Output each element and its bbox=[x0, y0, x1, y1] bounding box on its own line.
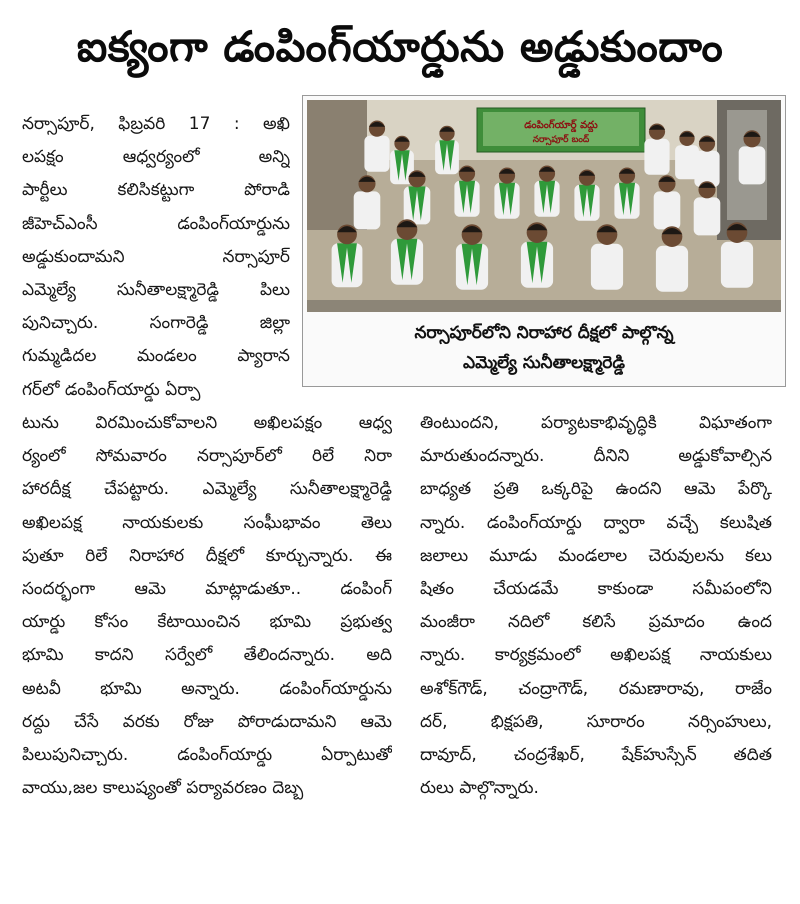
article-line: హారదీక్ష చేపట్టారు. ఎమ్మెల్యే సునీతాలక్ష్మారెడ్డి bbox=[22, 479, 392, 500]
article-column-right bbox=[420, 407, 772, 805]
photo-caption bbox=[311, 318, 777, 382]
article-line: అడ్డుకుందామని నర్సాపూర్ bbox=[22, 246, 290, 267]
article-line: పునిచ్చారు. సంగారెడ్డి జిల్లా bbox=[22, 313, 290, 334]
article-line: దర్, భిక్షపతి, సూరారం నర్సింహులు, bbox=[420, 711, 772, 732]
article-line: తింటుందని, పర్యాటకాభివృద్ధికి విఘాతంగా bbox=[420, 413, 772, 433]
banner-text: డంపింగ్‌యార్డ్ వద్దు bbox=[524, 120, 598, 131]
article-line: అశోక్‌గౌడ్, చంద్రాగౌడ్, రమణారావు, రాజేం bbox=[420, 678, 772, 699]
article-line: గర్‌లో డంపింగ్‌యార్డు ఏర్పా bbox=[22, 379, 201, 400]
banner-subtext: నర్సాపూర్ బంద్ bbox=[532, 135, 590, 145]
article-line: పుతూ రిలే నిరాహార దీక్షలో కూర్చున్నారు. ఈ bbox=[22, 545, 392, 566]
headline: ఐక్యంగా డంపింగ్‌యార్డును అడ్డుకుందాం bbox=[76, 22, 724, 71]
article-line: పిలుపునిచ్చారు. డంపింగ్‌యార్డు ఏర్పాటుతో bbox=[22, 744, 392, 765]
article-line: ఎమ్మెల్యే సునీతాలక్ష్మారెడ్డి పిలు bbox=[22, 279, 290, 300]
caption-line-2: ఎమ్మెల్యే సునీతాలక్ష్మారెడ్డి bbox=[463, 353, 625, 373]
article-line: యార్డు కోసం కేటాయించిన భూమి ప్రభుత్వ bbox=[22, 612, 392, 633]
article-column-top-left bbox=[22, 108, 290, 407]
article-line: న్నారు. కార్యక్రమంలో అఖిలపక్ష నాయకులు bbox=[420, 645, 772, 666]
protest-photo-illustration bbox=[307, 100, 781, 312]
article-line: గుమ్మడిదల మండలం ప్యారాన bbox=[22, 346, 290, 367]
article-line: జలాలు మూడు మండలాల చెరువులను కలు bbox=[420, 545, 772, 566]
article-line: భూమి కాదని సర్వేలో తేలిందన్నారు. అది bbox=[22, 645, 392, 666]
article-line: వాయు,జల కాలుష్యంతో పర్యావరణం దెబ్బ bbox=[22, 778, 304, 799]
article-line: పార్టీలు కలిసికట్టుగా పోరాడి bbox=[22, 180, 290, 201]
caption-line-1: నర్సాపూర్‌లోని నిరాహార దీక్షలో పాల్గొన్న bbox=[414, 323, 674, 343]
article-line: షితం చేయడమే కాకుండా సమీపంలోని bbox=[420, 578, 772, 599]
article-line: దావూద్, చంద్రశేఖర్, షేక్‌హుస్సేన్ తదిత bbox=[420, 744, 772, 765]
article-line: మారుతుందన్నారు. దీనిని అడ్డుకోవాల్సిన bbox=[420, 446, 772, 467]
article-line: అటవీ భూమి అన్నారు. డంపింగ్‌యార్డును bbox=[22, 678, 392, 699]
news-photo bbox=[307, 100, 781, 312]
article-line: లపక్షం ఆధ్వర్యంలో అన్ని bbox=[22, 147, 290, 168]
article-line: జీహెచ్ఎంసీ డంపింగ్‌యార్డును bbox=[22, 213, 290, 234]
article-line: ర్యంలో సోమవారం నర్సాపూర్‌లో రిలే నిరా bbox=[22, 446, 392, 467]
article-line: న్నారు. డంపింగ్‌యార్డు ద్వారా వచ్చే కలుషిత bbox=[420, 512, 772, 533]
article-column-bottom-left bbox=[22, 407, 392, 805]
article-line: సందర్భంగా ఆమె మాట్లాడుతూ.. డంపింగ్ bbox=[22, 578, 392, 599]
article-line: బాధ్యత ప్రతి ఒక్కరిపై ఉందని ఆమె పేర్కొ bbox=[420, 479, 772, 500]
photo-box bbox=[302, 95, 786, 387]
article-line: నర్సాపూర్, ఫిబ్రవరి 17 : అఖి bbox=[22, 114, 290, 134]
article-line: మంజీరా నదిలో కలిసే ప్రమాదం ఉంద bbox=[420, 612, 772, 633]
article-line: రులు పాల్గొన్నారు. bbox=[420, 778, 539, 799]
article-line: టును విరమించుకోవాలని అఖిలపక్షం ఆధ్వ bbox=[22, 413, 392, 433]
article-line: రద్దు చేసే వరకు రోజు పోరాడుదామని ఆమె bbox=[22, 711, 392, 732]
article-line: అఖిలపక్ష నాయకులకు సంఘీభావం తెలు bbox=[22, 512, 392, 533]
